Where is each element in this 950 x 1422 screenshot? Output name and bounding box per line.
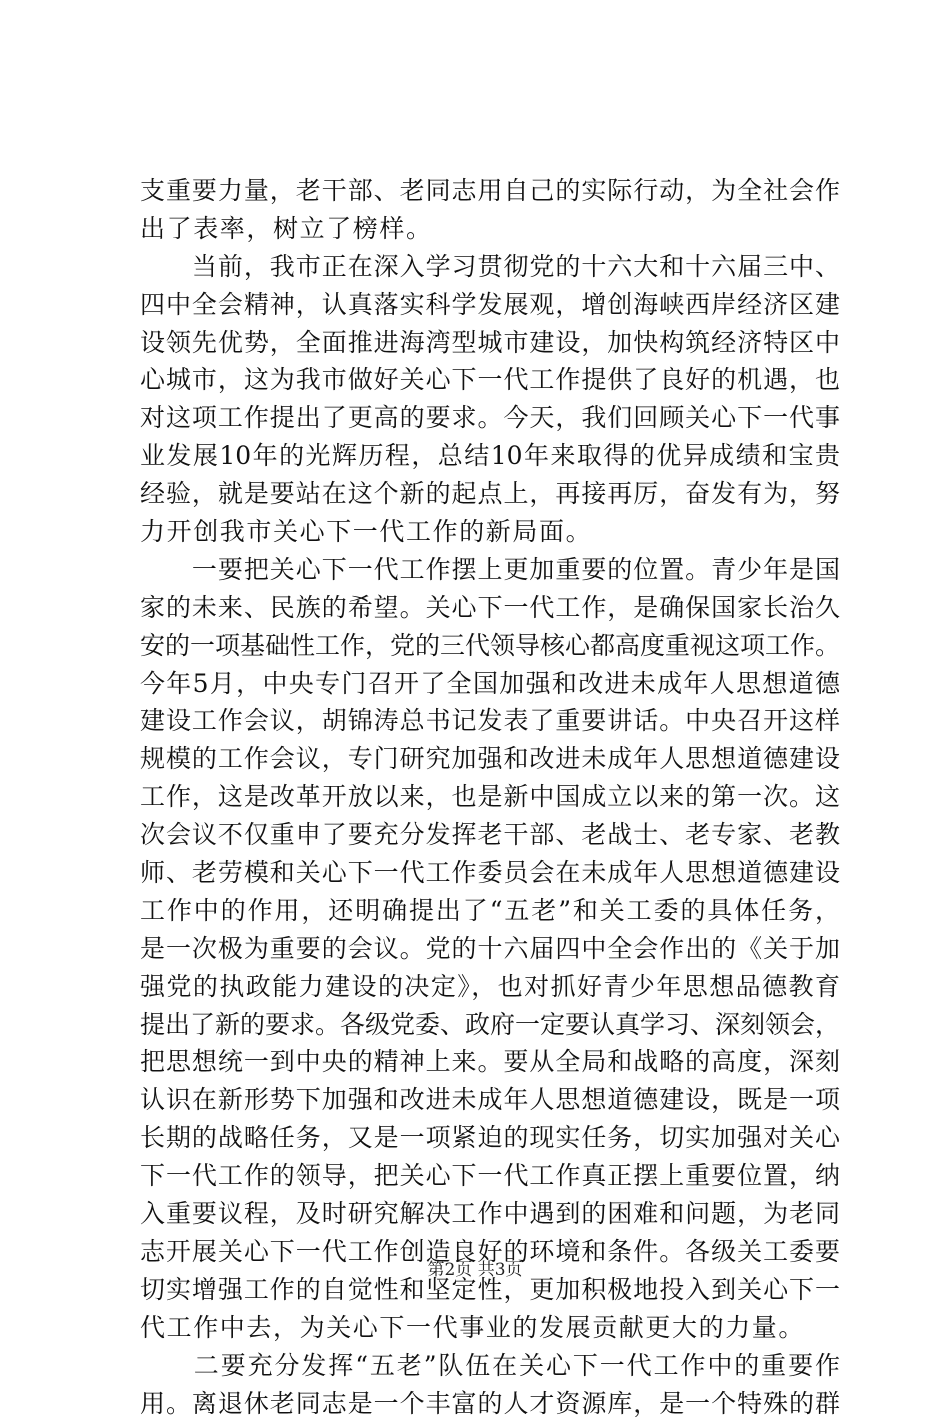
text-line: 切实增强工作的自觉性和坚定性，更加积极地投入到关心下一 xyxy=(140,1271,840,1309)
text-line: 用。离退休老同志是一个丰富的人才资源库，是一个特殊的群 xyxy=(140,1385,840,1422)
text-line: 心城市，这为我市做好关心下一代工作提供了良好的机遇，也 xyxy=(140,361,840,399)
text-line: 建设工作会议，胡锦涛总书记发表了重要讲话。中央召开这样 xyxy=(140,702,840,740)
text-line: 支重要力量，老干部、老同志用自己的实际行动，为全社会作 xyxy=(140,172,840,210)
text-line: 出了表率，树立了榜样。 xyxy=(140,210,840,248)
text-line: 次会议不仅重申了要充分发挥老干部、老战士、老专家、老教 xyxy=(140,816,840,854)
text-line: 长期的战略任务，又是一项紧迫的现实任务，切实加强对关心 xyxy=(140,1119,840,1157)
text-line: 认识在新形势下加强和改进未成年人思想道德建设，既是一项 xyxy=(140,1081,840,1119)
text-line: 志开展关心下一代工作创造良好的环境和条件。各级关工委要 xyxy=(140,1233,840,1271)
text-line: 工作中的作用，还明确提出了“五老”和关工委的具体任务， xyxy=(140,892,840,930)
text-line: 下一代工作的领导，把关心下一代工作真正摆上重要位置，纳 xyxy=(140,1157,840,1195)
text-line: 安的一项基础性工作，党的三代领导核心都高度重视这项工作。 xyxy=(140,627,840,665)
text-line: 四中全会精神，认真落实科学发展观，增创海峡西岸经济区建 xyxy=(140,286,840,324)
text-line: 提出了新的要求。各级党委、政府一定要认真学习、深刻领会， xyxy=(140,1006,840,1044)
text-line: 规模的工作会议，专门研究加强和改进未成年人思想道德建设 xyxy=(140,740,840,778)
text-line: 把思想统一到中央的精神上来。要从全局和战略的高度，深刻 xyxy=(140,1043,840,1081)
text-line: 代工作中去，为关心下一代事业的发展贡献更大的力量。 xyxy=(140,1309,840,1347)
text-line: 对这项工作提出了更高的要求。今天，我们回顾关心下一代事 xyxy=(140,399,840,437)
text-line: 是一次极为重要的会议。党的十六届四中全会作出的《关于加 xyxy=(140,930,840,968)
text-line: 工作，这是改革开放以来，也是新中国成立以来的第一次。这 xyxy=(140,778,840,816)
text-line: 业发展10年的光辉历程，总结10年来取得的优异成绩和宝贵 xyxy=(140,437,840,475)
text-line: 今年5月，中央专门召开了全国加强和改进未成年人思想道德 xyxy=(140,665,840,703)
text-line: 设领先优势，全面推进海湾型城市建设，加快构筑经济特区中 xyxy=(140,324,840,362)
text-line: 师、老劳模和关心下一代工作委员会在未成年人思想道德建设 xyxy=(140,854,840,892)
text-line: 二要充分发挥“五老”队伍在关心下一代工作中的重要作 xyxy=(140,1347,840,1385)
text-line: 强党的执政能力建设的决定》，也对抓好青少年思想品德教育 xyxy=(140,968,840,1006)
text-line: 入重要议程，及时研究解决工作中遇到的困难和问题，为老同 xyxy=(140,1195,840,1233)
text-line: 家的未来、民族的希望。关心下一代工作，是确保国家长治久 xyxy=(140,589,840,627)
text-line: 一要把关心下一代工作摆上更加重要的位置。青少年是国 xyxy=(140,551,840,589)
body-text xyxy=(140,172,840,1422)
page-footer: 第2页 共3页 xyxy=(0,1258,950,1282)
text-line: 经验，就是要站在这个新的起点上，再接再厉，奋发有为，努 xyxy=(140,475,840,513)
text-line: 力开创我市关心下一代工作的新局面。 xyxy=(140,513,840,551)
text-line: 当前，我市正在深入学习贯彻党的十六大和十六届三中、 xyxy=(140,248,840,286)
